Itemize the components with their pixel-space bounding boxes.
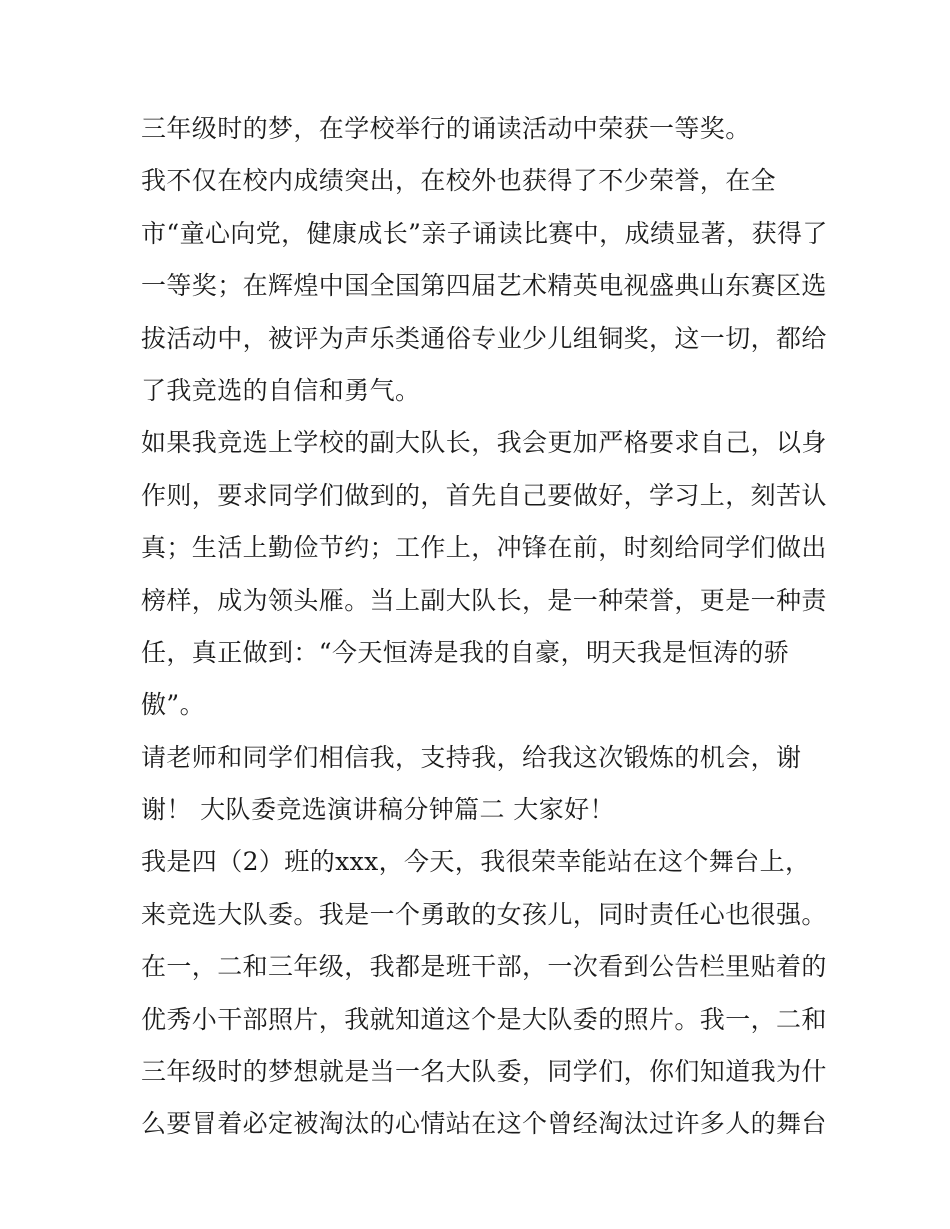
text-line: 榜样，成为领头雁。当上副大队长，是一种荣誉，更是一种责 [141,585,827,615]
text-line: 一等奖；在辉煌中国全国第四届艺术精英电视盛典山东赛区选 [141,271,827,301]
text-line: 真；生活上勤俭节约；工作上，冲锋在前，时刻给同学们做出 [141,533,827,563]
text-line: 任，真正做到：“今天恒涛是我的自豪，明天我是恒涛的骄 [141,637,790,667]
text-line: 拔活动中，被评为声乐类通俗专业少儿组铜奖，这一切，都给 [141,323,827,353]
text-line: 谢！ 大队委竞选演讲稿分钟篇二 大家好！ [141,795,615,825]
text-line: 如果我竞选上学校的副大队长，我会更加严格要求自己，以身 [141,428,827,458]
text-line: 我是四（2）班的xxx，今天，我很荣幸能站在这个舞台上， [141,847,811,877]
text-line: 三年级时的梦想就是当一名大队委，同学们，你们知道我为什 [141,1057,827,1087]
text-line: 作则，要求同学们做到的，首先自己要做好，学习上，刻苦认 [141,480,827,510]
text-line: 优秀小干部照片，我就知道这个是大队委的照片。我一，二和 [141,1004,827,1034]
text-line: 我不仅在校内成绩突出，在校外也获得了不少荣誉，在全 [141,166,777,196]
text-line: 傲”。 [141,690,205,720]
text-line: 市“童心向党，健康成长”亲子诵读比赛中，成绩显著，获得了 [141,218,828,248]
text-line: 么要冒着必定被淘汰的心情站在这个曾经淘汰过许多人的舞台 [141,1109,827,1139]
text-line: 三年级时的梦，在学校举行的诵读活动中荣获一等奖。 [141,114,751,143]
text-line: 来竞选大队委。我是一个勇敢的女孩儿，同时责任心也很强。 [141,899,827,929]
document-body [141,109,831,1157]
text-line: 了我竞选的自信和勇气。 [141,375,421,405]
text-line: 请老师和同学们相信我，支持我，给我这次锻炼的机会，谢 [141,742,802,772]
text-line: 在一，二和三年级，我都是班干部，一次看到公告栏里贴着的 [141,952,827,982]
